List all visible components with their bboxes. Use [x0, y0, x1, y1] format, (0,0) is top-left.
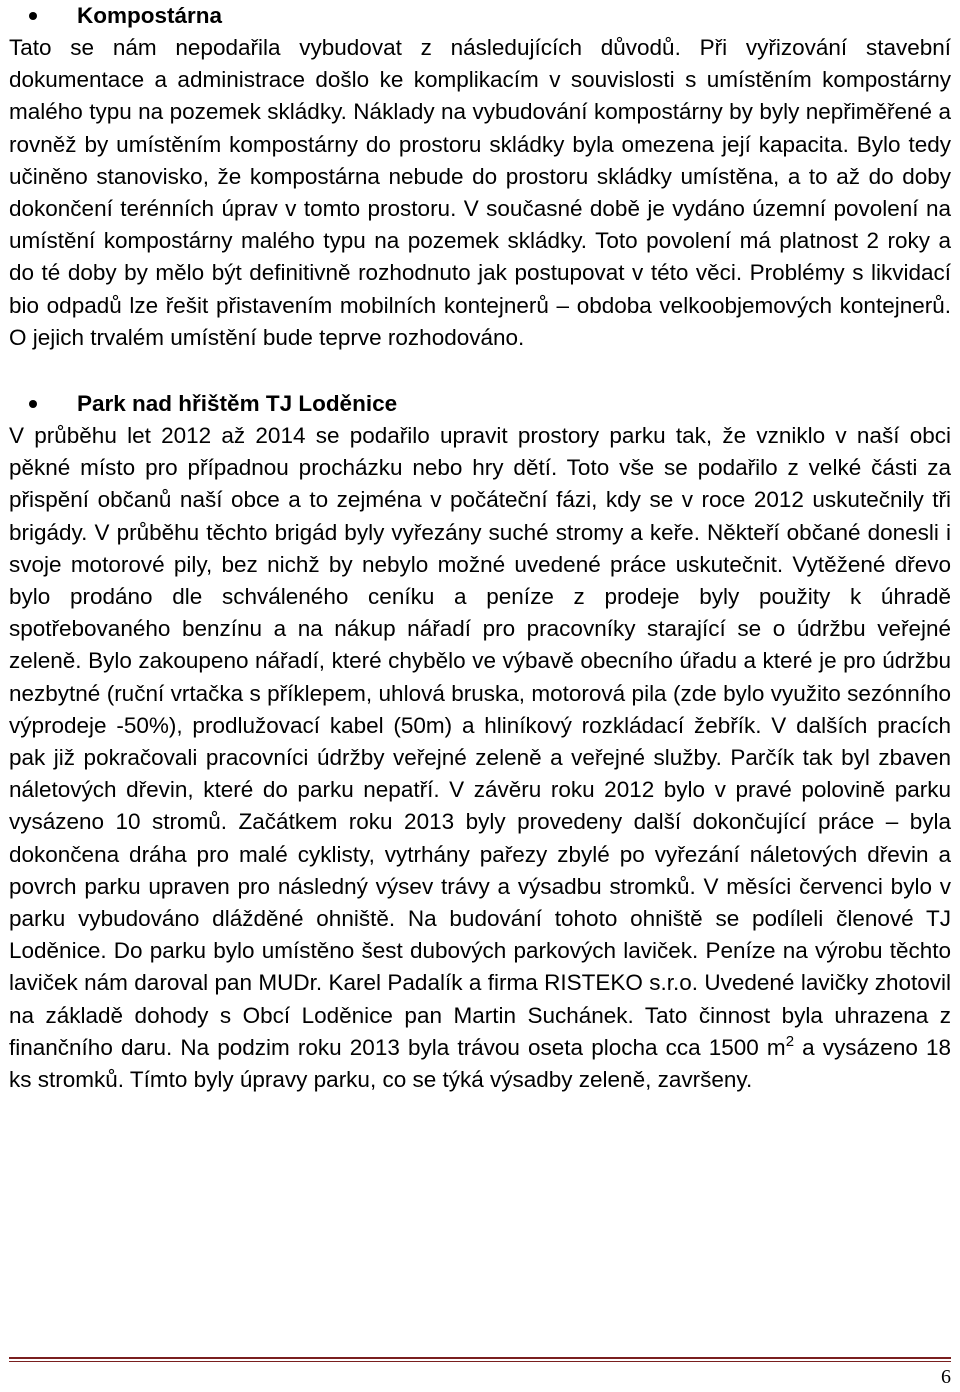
section-paragraph [9, 420, 951, 1096]
section-heading-text: Kompostárna [77, 3, 223, 28]
bullet-icon [29, 400, 37, 408]
section-heading [9, 0, 951, 32]
section-park [9, 388, 951, 1096]
section-kompostarna [9, 0, 951, 354]
footer-rule [9, 1357, 951, 1359]
section-gap [9, 354, 951, 388]
section-heading [9, 388, 951, 420]
paragraph-text: V průběhu let 2012 až 2014 se podařilo upravit prostory parku tak, že vzniklo v naší obci pěkné místo pro případnou procházku nebo hry dětí. Toto vše se podařilo z velké části za přispění občanů naší obce a to zejména v počáteční fázi, kdy se v roce 2012 uskutečnily tři brigády. V průběhu těchto brigád byly vyřezány suché stromy a keře. Někteří občané donesli i svoje motorové pily, bez nichž by nebylo možné uvedené práce uskutečnit. Vytěžené dřevo bylo prodáno dle schváleného ceníku a peníze z prodeje byly použity k úhradě spotřebovaného benzínu a na nákup nářadí pro pracovníky starající se o údržbu veřejné zeleně. Bylo zakoupeno nářadí, které chybělo ve výbavě obecního úřadu a které je pro údržbu nezbytné (ruční vrtačka s příklepem, uhlová bruska, motorová pila (zde bylo využito sezónního výprodeje -50%), prodlužovací kabel (50m) a hliníkový rozkládací žebřík. V dalších pracích pak již pokračovali pracovníci údržby veřejné zeleně a veřejné služby. Parčík tak byl zbaven náletových dřevin, které do parku nepatří. V závěru roku 2012 bylo v pravé polovině parku vysázeno 10 stromů. Začátkem roku 2013 byly provedeny další dokončující práce – byla dokončena dráha pro malé cyklisty, vytrhány pařezy zbylé po vyřezání náletových dřevin a povrch parku upraven pro následný výsev trávy a výsadbu stromků. V měsíci červenci bylo v parku vybudováno dlážděné ohniště. Na budování tohoto ohniště se podíleli členové TJ Loděnice. Do parku bylo umístěno šest dubových parkových laviček. Peníze na výrobu těchto laviček nám daroval pan MUDr. Karel Padalík a firma RISTEKO s.r.o. Uvedené lavičky zhotovil na základě dohody s Obcí Loděnice pan Martin Suchánek. Tato činnost byla uhrazena z finančního daru. Na podzim roku 2013 byla trávou oseta plocha cca 1500 m [9, 423, 951, 1060]
paragraph-text: a vysázeno 18 ks stromků. Tímto byly úpravy parku, co se týká výsadby zeleně, završeny. [9, 1034, 951, 1093]
section-paragraph: Tato se nám nepodařila vybudovat z následujících důvodů. Při vyřizování stavební dokumentace a administrace došlo ke komplikacím v souvislosti s umístěním kompostárny malého typu na pozemek skládky. Náklady na vybudování kompostárny by byly nepřiměřené a rovněž by umístěním kompostárny do prostoru skládky byla omezena její kapacita. Bylo tedy učiněno stanovisko, že kompostárna nebude do prostoru skládky umístěna, a to až do doby dokončení terénních úprav v tomto prostoru. V současné době je vydáno územní povolení na umístění kompostárny malého typu na pozemek skládky. Toto povolení má platnost 2 roky a do té doby by mělo být definitivně rozhodnuto jak postupovat v této věci. Problémy s likvidací bio odpadů lze řešit přistavením mobilních kontejnerů – obdoba velkoobjemových kontejnerů. O jejich trvalém umístění bude teprve rozhodováno. [9, 35, 951, 350]
footer-rule [9, 1361, 951, 1362]
bullet-icon [29, 12, 37, 20]
document-page [9, 0, 951, 1096]
section-heading-text: Park nad hřištěm TJ Loděnice [77, 391, 398, 417]
superscript: 2 [785, 1032, 795, 1050]
page-number: 6 [941, 1366, 951, 1388]
